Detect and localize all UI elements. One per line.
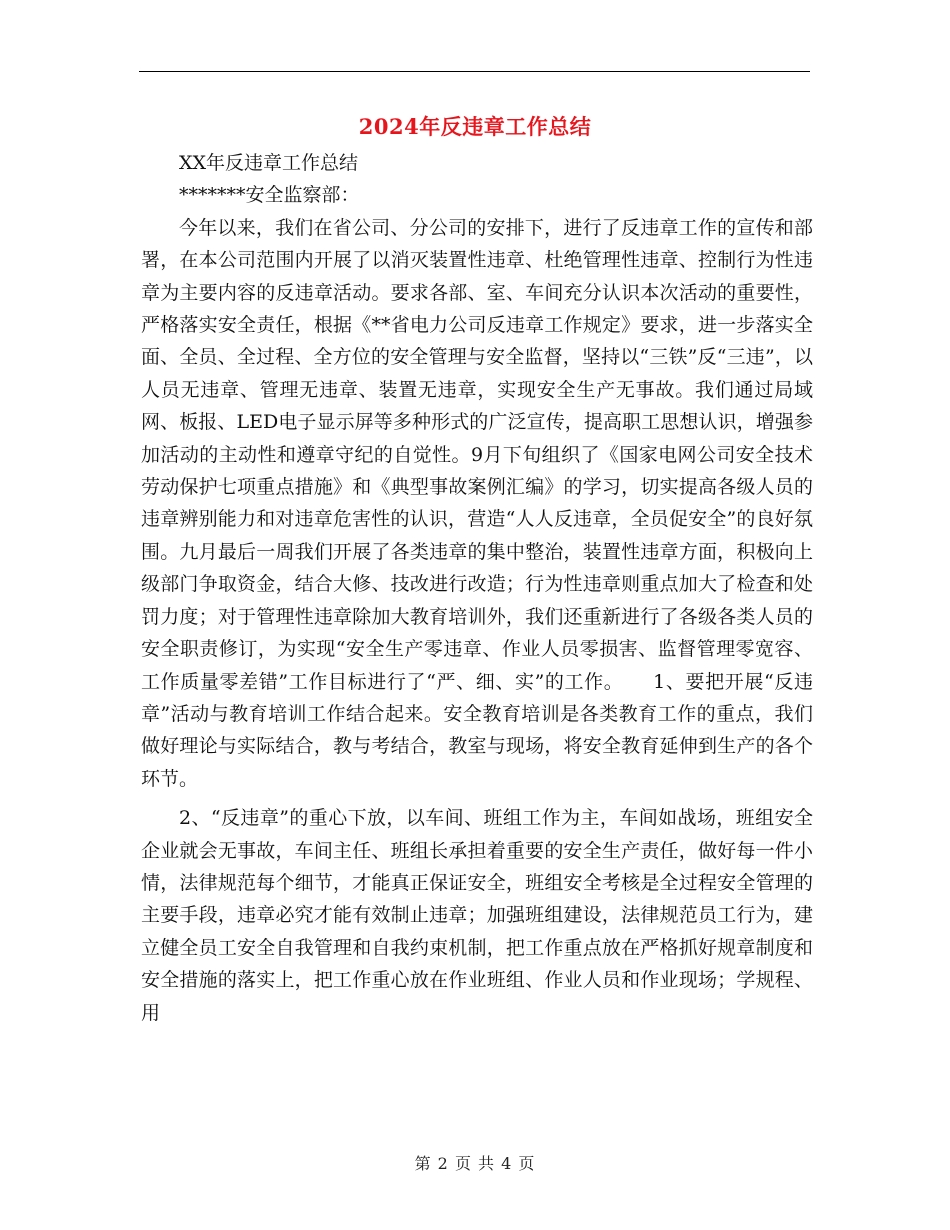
body-paragraph-2: 2、“反违章”的重心下放，以车间、班组工作为主，车间如战场，班组安全企业就会无事故，车间主任、班组长承担着重要的安全生产责任，做好每一件小情，法律规范每个细节，才能真正保证安全，班组安全考核是全过程安全管理的主要手段，违章必究才能有效制止违章；加强班组建设，法律规范员工行为，建立健全员工安全自我管理和自我约束机制，把工作重点放在严格抓好规章制度和安全措施的落实上，把工作重心放在作业班组、作业人员和作业现场；学规程、用 (141, 807, 813, 1024)
document-title: 2024年反违章工作总结 (358, 114, 592, 139)
document-body (141, 147, 813, 1029)
page-footer: 第 2 页 共 4 页 (414, 1154, 536, 1173)
heading-line: XX年反违章工作总结 (179, 152, 359, 174)
header-rule (139, 71, 810, 72)
body-paragraph-1: 今年以来，我们在省公司、分公司的安排下，进行了反违章工作的宣传和部署，在本公司范围内开展了以消灭装置性违章、杜绝管理性违章、控制行为性违章为主要内容的反违章活动。要求各部、室、车间充分认识本次活动的重要性，严格落实安全责任，根据《**省电力公司反违章工作规定》要求，进一步落实全面、全员、全过程、全方位的安全管理与安全监督，坚持以“三铁”反“三违”，以人员无违章、管理无违章、装置无违章，实现安全生产无事故。我们通过局域网、板报、LED电子显示屏等多种形式的广泛宣传，提高职工思想认识，增强参加活动的主动性和遵章守纪的自觉性。9月下旬组织了《国家电网公司安全技术劳动保护七项重点措施》和《典型事故案例汇编》的学习，切实提高各级人员的违章辨别能力和对违章危害性的认识，营造“人人反违章，全员促安全”的良好氛围。九月最后一周我们开展了各类违章的集中整治，装置性违章方面，积极向上级部门争取资金，结合大修、技改进行改造；行为性违章则重点加大了检查和处罚力度；对于管理性违章除加大教育培训外，我们还重新进行了各级各类人员的安全职责修订，为实现“安全生产零违章、作业人员零损害、监督管理零宽容、工作质量零差错”工作目标进行了“严、细、实”的工作。 1、要把开展“反违章”活动与教育培训工作结合起来。安全教育培训是各类教育工作的重点，我们做好理论与实际结合，教与考结合，教室与现场，将安全教育延伸到生产的各个环节。 (141, 216, 813, 790)
recipient-line: *******安全监察部： (179, 184, 360, 207)
